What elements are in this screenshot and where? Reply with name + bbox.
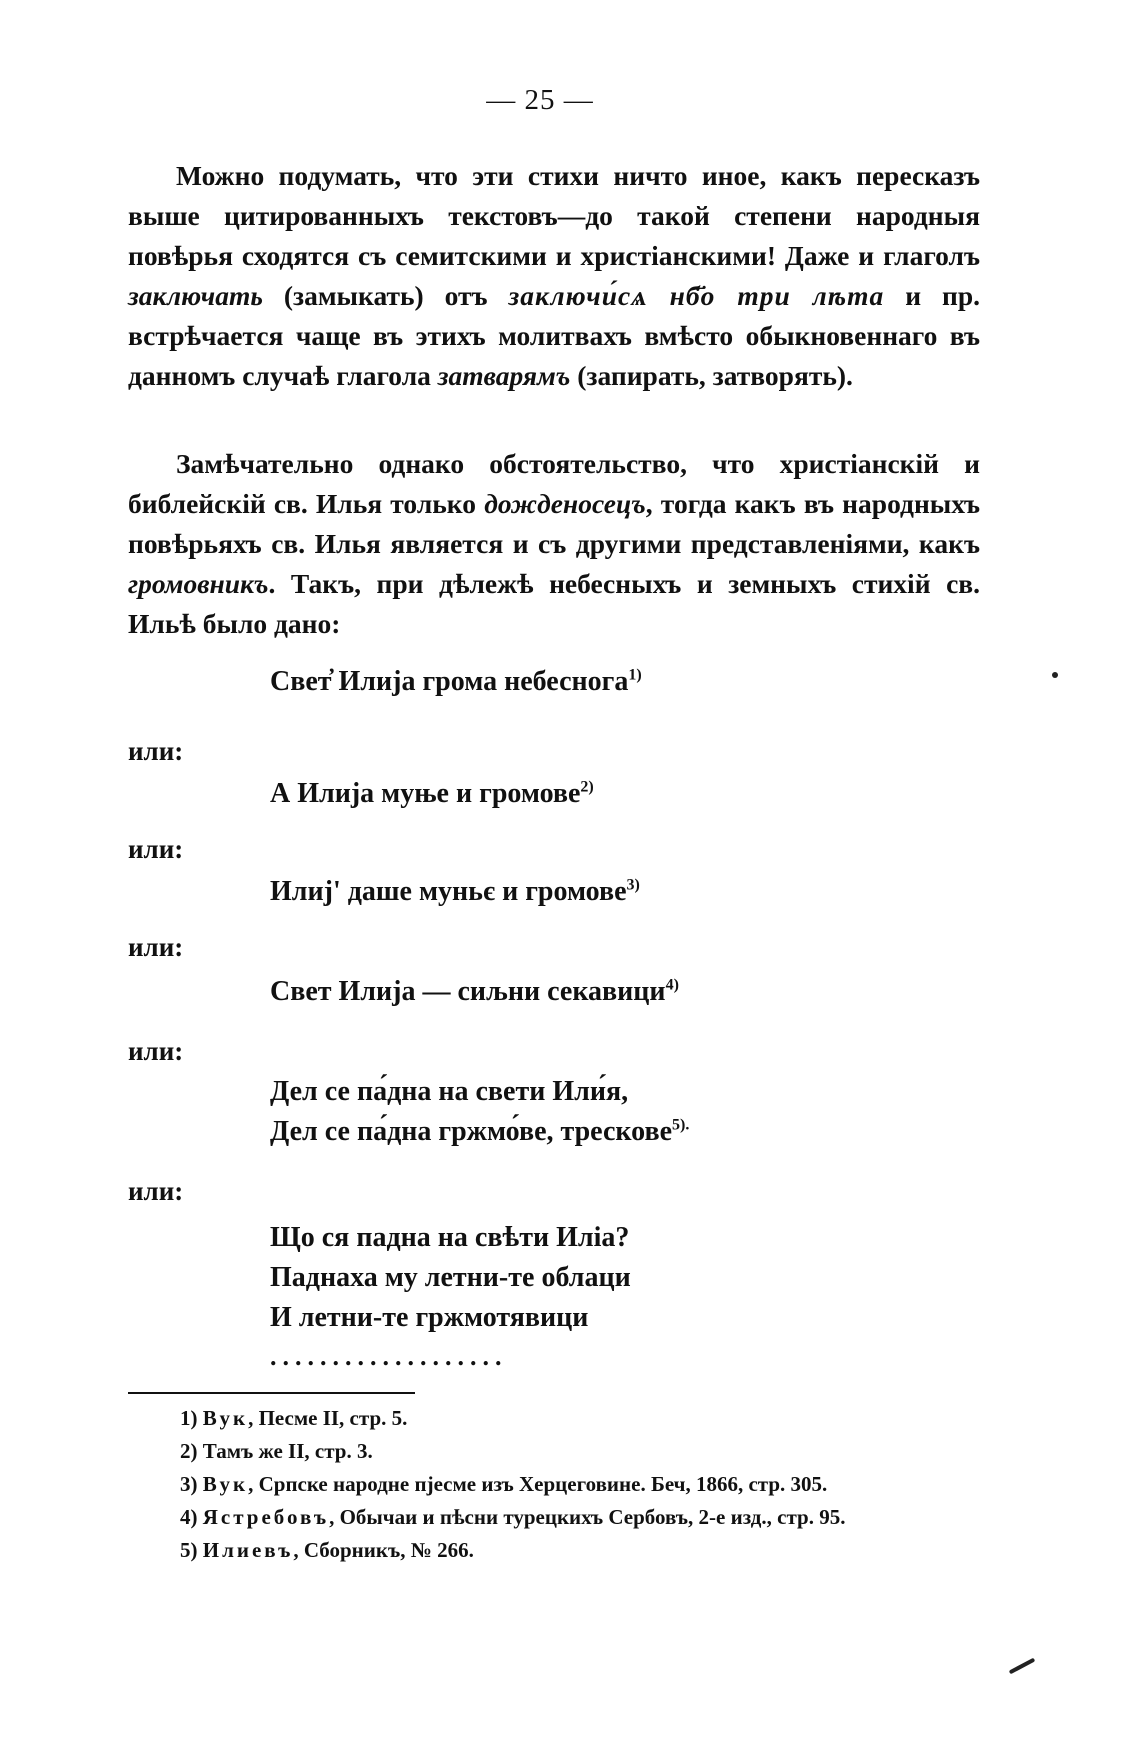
or-label: или: xyxy=(128,736,184,766)
scan-speck xyxy=(1052,672,1058,678)
paragraph-2 xyxy=(128,444,980,644)
verse-text: Паднаха му летни-те облаци xyxy=(270,1262,631,1293)
footnote-2 xyxy=(180,1435,845,1468)
verse-ellipsis: ................... xyxy=(270,1342,508,1371)
footnote-text: , Песме II, стр. 5. xyxy=(248,1406,408,1430)
footnote-number: 3) xyxy=(180,1472,198,1496)
p1-text-3: и пр. встрѣчается чаще въ этихъ молитвахъ вмѣсто обыкновеннаго въ данномъ случаѣ глагола xyxy=(128,280,980,391)
or-label: или: xyxy=(128,1176,184,1206)
footnote-text: , Обычаи и пѣсни турецкихъ Сербовъ, 2-е изд., стр. 95. xyxy=(329,1505,846,1529)
footnote-5 xyxy=(180,1534,845,1567)
verse-text: Свет̓ Илија грома небеснога xyxy=(270,666,629,697)
paragraph-1 xyxy=(128,156,980,396)
footnote-number: 1) xyxy=(180,1406,198,1430)
verse-line xyxy=(270,1262,631,1294)
p1-italic-1: заключать xyxy=(128,280,263,311)
verse-line xyxy=(270,876,640,908)
p1-church-slavonic: заключи́сѧ нб҃о три лѣта xyxy=(508,280,885,311)
footnote-3 xyxy=(180,1468,845,1501)
p1-text-1: Можно подумать, что эти стихи ничто иное, какъ пересказъ выше цитированныхъ текстовъ—до такой степени народныя повѣрья сходятся съ семитскими и христіанскими! Даже и глаголъ xyxy=(128,160,980,271)
p1-text-2: (замыкать) отъ xyxy=(262,280,509,311)
p1-text-4: (запирать, затворять). xyxy=(570,360,853,391)
verse-line xyxy=(270,778,594,810)
p2-text-2: , тогда какъ въ народныхъ повѣрьяхъ св. Илья является и съ другими представленіями, какъ xyxy=(128,488,980,559)
verse-text: А Илија муње и громове xyxy=(270,778,581,809)
verse-line xyxy=(270,666,642,698)
or-label: или: xyxy=(128,834,184,864)
or-label: или: xyxy=(128,1036,184,1066)
verse-text: Свет Илија — сиљни секавици xyxy=(270,976,666,1007)
verse-text: Дел се па́дна на свети Или́я, xyxy=(270,1076,629,1107)
footnote-ref: 2) xyxy=(580,778,594,796)
footnote-text: Тамъ же II, стр. 3. xyxy=(202,1439,373,1463)
p1-italic-2: затварямъ xyxy=(437,360,571,391)
footnote-divider xyxy=(128,1392,415,1394)
scan-mark xyxy=(1009,1658,1036,1675)
p2-italic-1: дожденосецъ xyxy=(484,488,646,519)
footnotes xyxy=(180,1402,845,1567)
p2-text-3: . Такъ, при дѣлежѣ небесныхъ и земныхъ стихій св. Ильѣ было дано: xyxy=(128,568,980,639)
footnote-author: Вук xyxy=(202,1406,249,1430)
footnote-text: , Сборникъ, № 266. xyxy=(293,1538,474,1562)
verse-text: Що ся падна на свѣти Иліа? xyxy=(270,1222,630,1253)
footnote-ref: 1) xyxy=(628,666,642,684)
footnote-text: , Српске народне пјесме изъ Херцеговине. Беч, 1866, стр. 305. xyxy=(248,1472,828,1496)
verse-text: Илиј' даше муньє и громове xyxy=(270,876,627,907)
footnote-author: Ястребовъ xyxy=(202,1505,330,1529)
verse-line xyxy=(270,1302,588,1334)
footnote-4 xyxy=(180,1501,845,1534)
footnote-author: Илиевъ xyxy=(202,1538,294,1562)
footnote-ref: 3) xyxy=(626,876,640,894)
footnote-number: 4) xyxy=(180,1505,198,1529)
verse-text: Дел се па́дна гржмо́ве, трескове xyxy=(270,1116,672,1147)
page-number: — 25 — xyxy=(486,84,594,116)
p2-text-1: Замѣчательно однако обстоятельство, что христіанскій и библейскій св. Илья только xyxy=(128,448,980,519)
footnote-1 xyxy=(180,1402,845,1435)
verse-line xyxy=(270,1076,628,1108)
footnote-ref: 5). xyxy=(672,1116,690,1134)
footnote-author: Вук xyxy=(202,1472,249,1496)
footnote-number: 2) xyxy=(180,1439,198,1463)
verse-line xyxy=(270,976,679,1008)
verse-text: И летни-те гржмотявици xyxy=(270,1302,589,1333)
verse-line xyxy=(270,1116,689,1148)
footnote-number: 5) xyxy=(180,1538,198,1562)
p2-italic-2: громовникъ xyxy=(128,568,269,599)
or-label: или: xyxy=(128,932,184,962)
footnote-ref: 4) xyxy=(665,976,679,994)
verse-line xyxy=(270,1222,629,1254)
